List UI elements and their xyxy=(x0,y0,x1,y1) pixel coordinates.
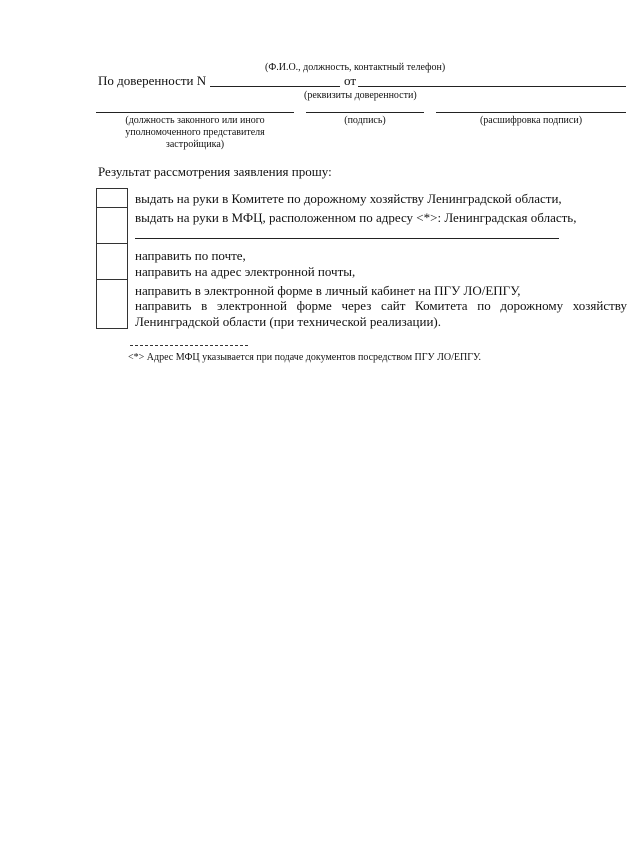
from-label: от xyxy=(344,73,357,88)
option-site-line1: направить в электронной форме через сайт Комитета по дорожному хозяйству xyxy=(135,298,627,313)
decryption-line[interactable] xyxy=(436,112,626,113)
position-caption-line3: застройщика) xyxy=(165,139,225,150)
position-caption xyxy=(96,115,294,151)
checkbox-mfc[interactable] xyxy=(96,207,128,244)
option-site-line2: Ленинградской области (при технической реализации). xyxy=(135,314,441,329)
position-line[interactable] xyxy=(96,112,294,113)
signature-caption: (подпись) xyxy=(344,115,386,126)
by-proxy-label: По доверенности N xyxy=(98,73,207,88)
option-email: направить на адрес электронной почты, xyxy=(135,264,356,279)
checkbox-post-email[interactable] xyxy=(96,243,128,280)
proxy-number-line[interactable] xyxy=(210,86,340,87)
position-caption-line2: уполномоченного представителя xyxy=(125,127,265,138)
checkbox-electronic[interactable] xyxy=(96,279,128,329)
fio-caption: (Ф.И.О., должность, контактный телефон) xyxy=(265,62,446,73)
proxy-date-line[interactable] xyxy=(358,86,626,87)
option-cabinet: направить в электронной форме в личный кабинет на ПГУ ЛО/ЕПГУ, xyxy=(135,283,521,298)
result-heading: Результат рассмотрения заявления прошу: xyxy=(98,164,332,179)
decryption-caption: (расшифровка подписи) xyxy=(479,115,583,126)
signature-line[interactable] xyxy=(306,112,424,113)
proxy-details-caption: (реквизиты доверенности) xyxy=(304,90,417,101)
mfc-address-line[interactable] xyxy=(135,238,559,239)
position-caption-line1: (должность законного или иного xyxy=(125,115,265,126)
footnote-text: <*> Адрес МФЦ указывается при подаче документов посредством ПГУ ЛО/ЕПГУ. xyxy=(128,352,481,363)
footnote-separator xyxy=(130,345,248,346)
checkbox-committee[interactable] xyxy=(96,188,128,208)
option-post: направить по почте, xyxy=(135,248,246,263)
option-committee: выдать на руки в Комитете по дорожному хозяйству Ленинградской области, xyxy=(135,191,562,206)
option-mfc: выдать на руки в МФЦ, расположенном по адресу <*>: Ленинградская область, xyxy=(135,210,577,225)
